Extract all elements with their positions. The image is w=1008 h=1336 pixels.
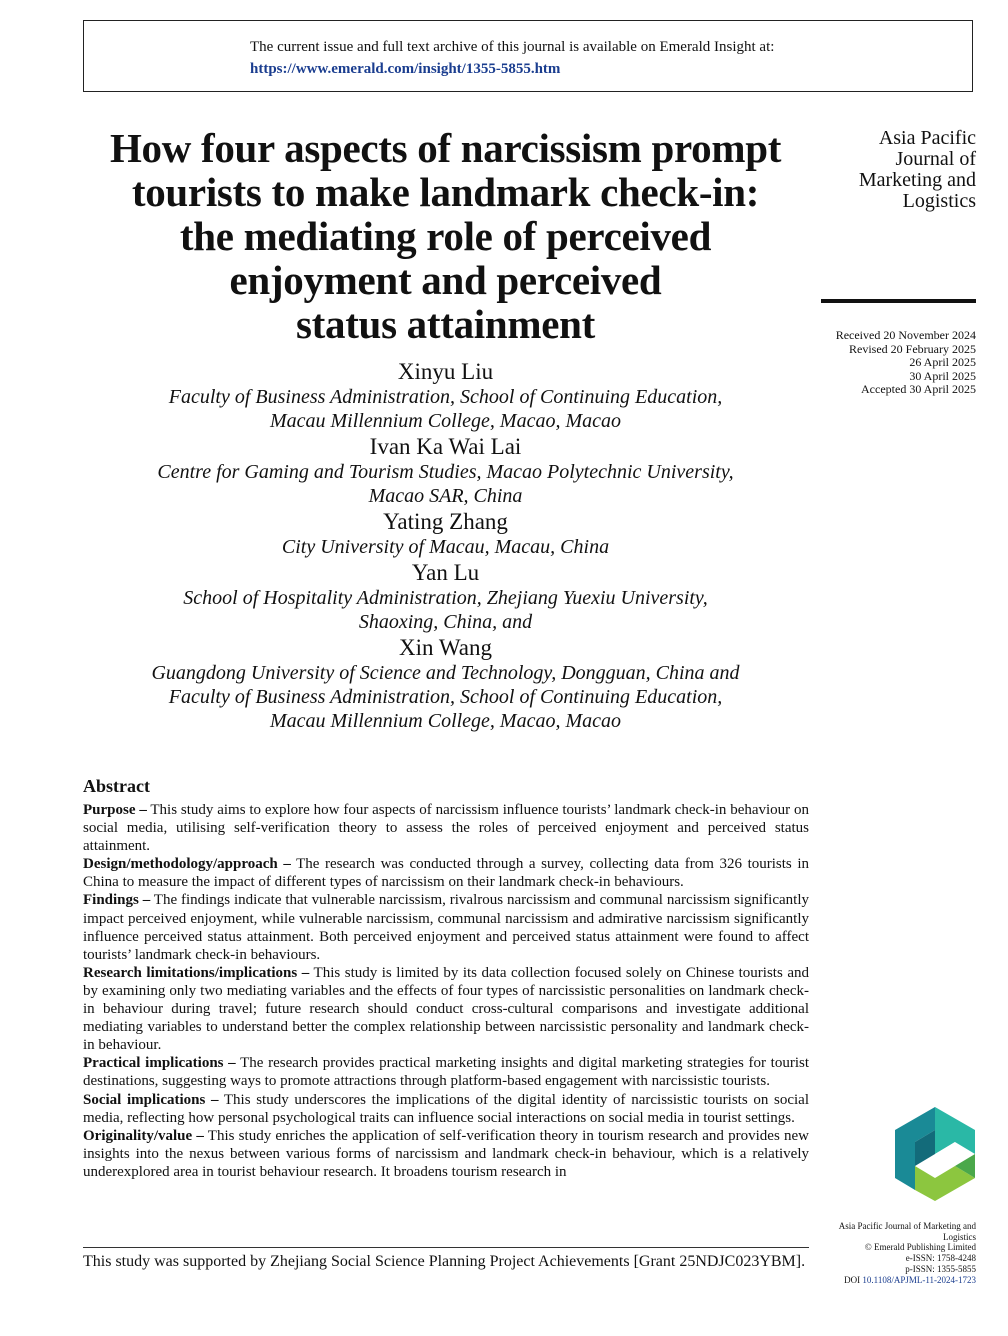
publication-info	[806, 1221, 976, 1285]
pubinfo-eissn: e-ISSN: 1758-4248	[905, 1253, 976, 1264]
abstract-text: The research was conducted through a survey, collecting data from 326 tourists in China to measure the impact of different types of narcissism on their landmark check-in behaviours.	[83, 856, 810, 891]
journal-name-line: Logistics	[902, 190, 976, 212]
date-revised: 30 April 2025	[909, 368, 976, 383]
pubinfo-doi	[806, 1275, 976, 1286]
emerald-publishing-logo-icon	[893, 1105, 977, 1208]
journal-url-link[interactable]: https://www.emerald.com/insight/1355-5855.htm	[250, 61, 561, 77]
author-affiliation: Guangdong University of Science and Technology, Dongguan, China and	[151, 662, 740, 684]
title-line: enjoyment and perceived	[229, 257, 662, 303]
abstract-design	[83, 855, 809, 891]
abstract-originality	[83, 1127, 809, 1181]
abstract-limitations	[83, 964, 809, 1054]
abstract-label: Purpose –	[83, 802, 147, 818]
abstract-text: The research provides practical marketing insights and digital marketing strategies for tourist destinations, suggesting ways to promote attractions through platform-based engagement with narcissistic tourists.	[83, 1055, 809, 1090]
abstract-findings	[83, 891, 809, 963]
title-line: the mediating role of perceived	[179, 213, 712, 259]
author-affiliation: School of Hospitality Administration, Zhejiang Yuexiu University,	[183, 587, 708, 609]
abstract-label: Research limitations/implications –	[83, 964, 310, 981]
banner-text: The current issue and full text archive of this journal is available on Emerald Insight at:	[250, 39, 775, 55]
pubinfo-pissn: p-ISSN: 1355-5855	[905, 1263, 976, 1274]
journal-name-line: Marketing and	[858, 169, 976, 191]
date-revised: Revised 20 February 2025	[849, 341, 976, 356]
author-affiliation: Macao SAR, China	[368, 485, 523, 507]
funding-footnote: This study was supported by Zhejiang Social Science Planning Project Achievements [Grant 25NDJC023YBM].	[83, 1253, 806, 1270]
doi-label: DOI	[844, 1274, 861, 1285]
abstract	[83, 776, 809, 1181]
abstract-label: Originality/value –	[83, 1127, 204, 1144]
abstract-label: Practical implications –	[83, 1055, 236, 1072]
footnote-divider	[83, 1247, 809, 1248]
doi-link[interactable]: 10.1108/APJML-11-2024-1723	[862, 1274, 976, 1285]
abstract-heading: Abstract	[83, 776, 150, 796]
title-line: How four aspects of narcissism prompt	[109, 125, 782, 171]
abstract-text: This study enriches the application of self-verification theory in tourism research and provides new insights into the nexus between various forms of narcissism and landmark check-in behaviour, which is a relatively underexplored area in tourist behaviour research. It broadens tourism research in	[83, 1127, 809, 1180]
author-affiliation: Shaoxing, China, and	[358, 611, 533, 633]
pubinfo-journal: Logistics	[943, 1231, 976, 1242]
article-title	[83, 126, 808, 346]
journal-name	[806, 128, 976, 212]
author-name: Xinyu Liu	[397, 359, 494, 384]
journal-name-line: Journal of	[895, 148, 976, 170]
abstract-label: Social implications –	[83, 1091, 219, 1108]
author-affiliation: Macau Millennium College, Macao, Macao	[269, 410, 622, 432]
pubinfo-journal: Asia Pacific Journal of Marketing and	[838, 1221, 976, 1231]
author-name: Xin Wang	[399, 635, 492, 660]
author-affiliation: Faculty of Business Administration, School of Continuing Education,	[168, 686, 723, 708]
title-line: status attainment	[296, 301, 595, 347]
abstract-label: Findings –	[83, 892, 151, 909]
author-list	[83, 358, 808, 733]
abstract-text: This study is limited by its data collection focused solely on Chinese tourists and by examining only two mediating variables and the effects of four types of narcissistic personalities on landmark check-in behaviour during travel; future research should conduct cross-cultural comparisons and investigate additional mediating variables to understand better the complex relationship between narcissistic personality and landmark check-in behaviour.	[83, 964, 809, 1054]
abstract-text: This study underscores the implications of the digital identity of narcissistic tourists on social media, reflecting how personal psychological traits can influence social interactions on social media in tourist settings.	[83, 1091, 809, 1126]
pubinfo-publisher: © Emerald Publishing Limited	[864, 1242, 976, 1253]
author-name: Ivan Ka Wai Lai	[369, 434, 522, 459]
author-affiliation: Faculty of Business Administration, School of Continuing Education,	[168, 386, 723, 408]
abstract-purpose	[83, 801, 809, 855]
author-name: Yating Zhang	[383, 509, 508, 534]
author-affiliation: Macau Millennium College, Macao, Macao	[269, 710, 622, 732]
abstract-practical	[83, 1054, 809, 1090]
author-name: Yan Lu	[411, 560, 480, 585]
abstract-text: This study aims to explore how four aspects of narcissism influence tourists’ landmark check-in behaviour on social media, utilising self-verification theory to assess the roles of perceived enjoyment and perceived status attainment.	[83, 802, 810, 855]
date-accepted: Accepted 30 April 2025	[861, 382, 976, 397]
journal-divider	[821, 299, 976, 303]
abstract-label: Design/methodology/approach –	[83, 856, 291, 873]
abstract-text: The findings indicate that vulnerable narcissism, rivalrous narcissism and communal narcissism significantly impact perceived enjoyment, while vulnerable narcissism, communal narcissism and admirative narcissism significantly influence perceived status attainment. Both perceived enjoyment and perceived status attainment were found to affect tourists’ landmark check-in behaviours.	[83, 892, 809, 963]
journal-availability-banner	[83, 20, 973, 92]
abstract-social	[83, 1091, 809, 1127]
date-received: Received 20 November 2024	[835, 328, 976, 342]
journal-name-line: Asia Pacific	[878, 127, 976, 149]
author-affiliation: Centre for Gaming and Tourism Studies, Macao Polytechnic University,	[157, 461, 734, 483]
author-affiliation: City University of Macau, Macau, China	[281, 536, 610, 558]
date-revised: 26 April 2025	[909, 355, 976, 370]
title-line: tourists to make landmark check-in:	[131, 169, 760, 215]
